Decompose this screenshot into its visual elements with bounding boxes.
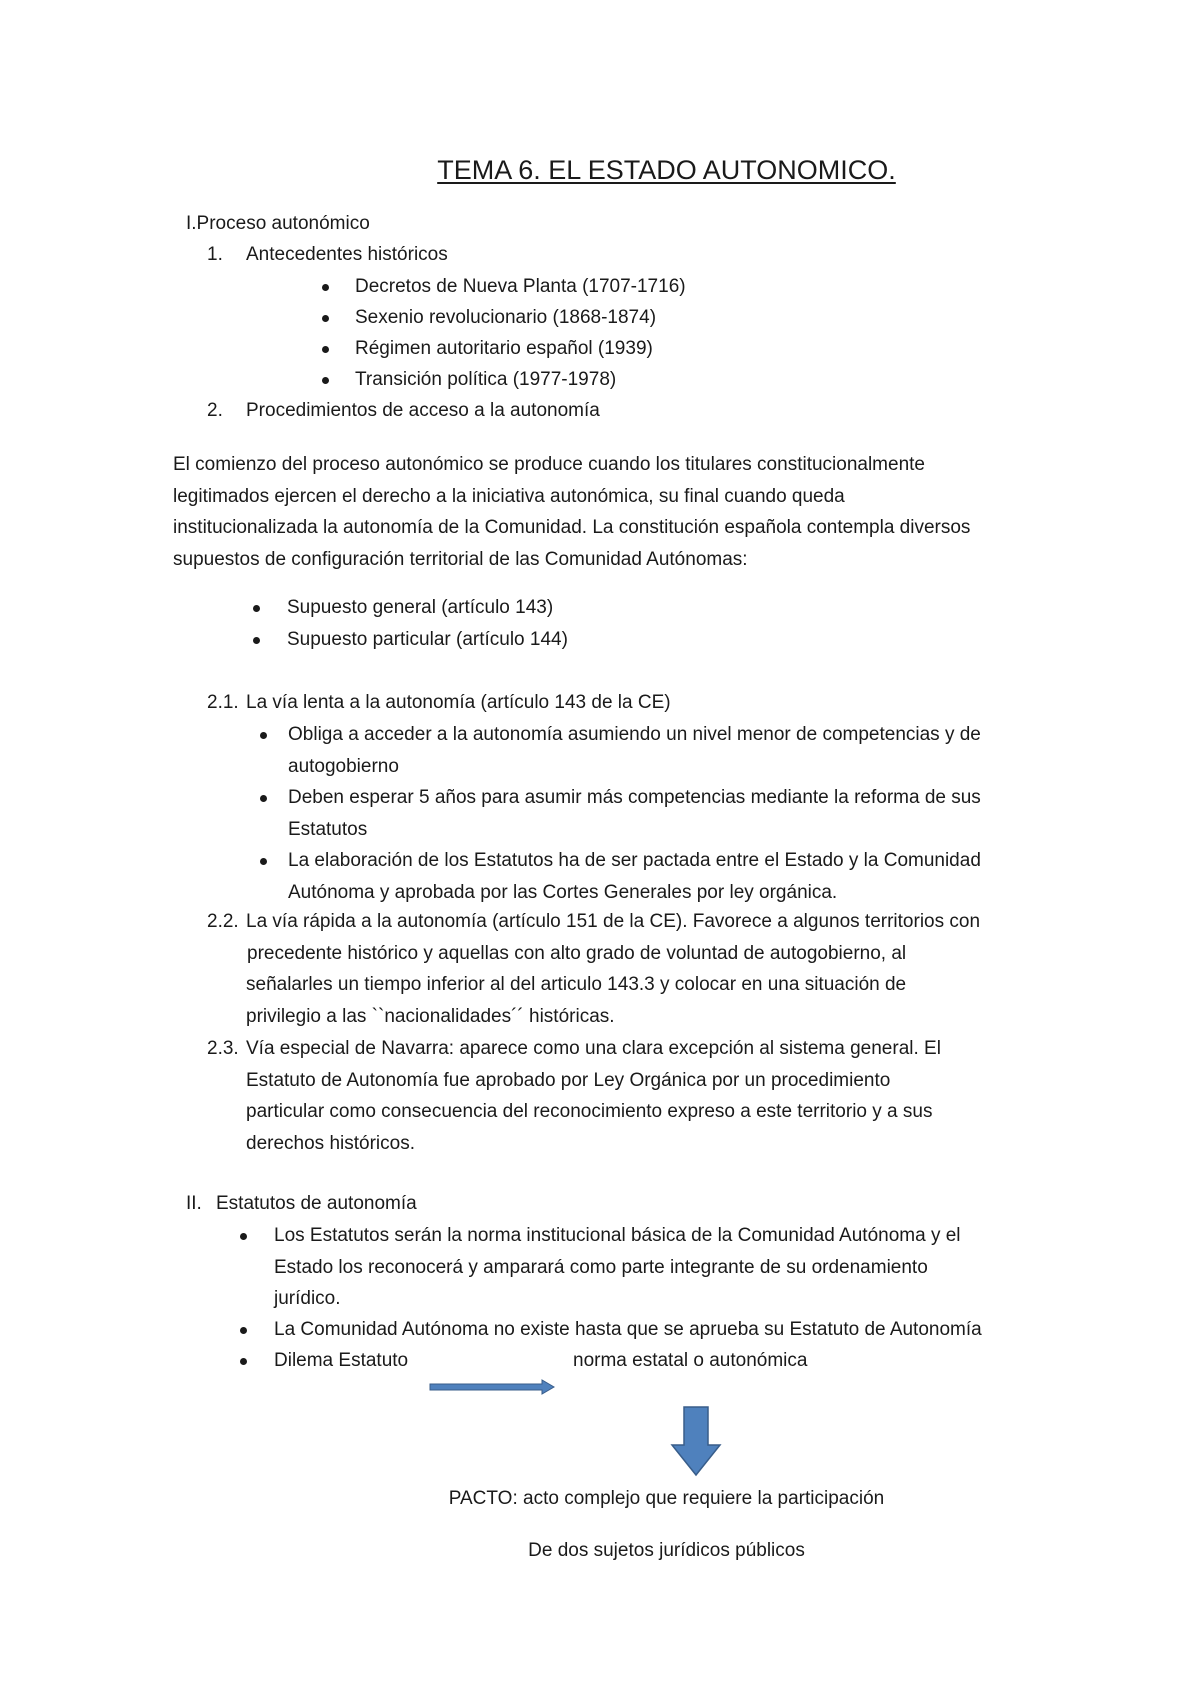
list-line: Deben esperar 5 años para asumir más competencias mediante la reforma de sus xyxy=(288,787,981,808)
text-line: particular como consecuencia del reconocimiento expreso a este territorio y a sus xyxy=(246,1101,933,1122)
subsection-2-3-text xyxy=(246,1033,941,1159)
bullet-icon xyxy=(260,732,267,739)
paragraph-line: supuestos de configuración territorial de las Comunidad Autónomas: xyxy=(173,548,748,570)
subsection-2-1-label: La vía lenta a la autonomía (artículo 143 de la CE) xyxy=(246,692,671,713)
list-item: Decretos de Nueva Planta (1707-1716) xyxy=(355,276,686,297)
list-item xyxy=(288,782,981,845)
list-line: Obliga a acceder a la autonomía asumiendo un nivel menor de competencias y de xyxy=(288,724,981,745)
bullet-icon xyxy=(253,605,260,612)
dilema-label: Dilema Estatuto xyxy=(274,1350,409,1371)
bullet-icon xyxy=(322,377,329,384)
text-line: Estatuto de Autonomía fue aprobado por Ley Orgánica por un procedimiento xyxy=(246,1069,891,1091)
subsection-2-1-number: 2.1. xyxy=(207,692,239,713)
list-line: Autónoma y aprobada por las Cortes Generales por ley orgánica. xyxy=(288,881,838,903)
bullet-icon xyxy=(260,795,267,802)
subsection-2-2-text xyxy=(246,906,980,1032)
list-line: Los Estatutos serán la norma institucional básica de la Comunidad Autónoma y el xyxy=(274,1225,961,1246)
section-2-heading: Estatutos de autonomía xyxy=(216,1193,417,1214)
bullet-icon xyxy=(322,284,329,291)
paragraph-line: legitimados ejercen el derecho a la iniciativa autonómica, su final cuando queda xyxy=(173,485,845,507)
intro-paragraph xyxy=(173,449,1073,575)
list-item: Supuesto particular (artículo 144) xyxy=(287,629,568,650)
paragraph-line: El comienzo del proceso autonómico se produce cuando los titulares constitucionalmente xyxy=(173,454,925,475)
item-2-number: 2. xyxy=(207,400,223,421)
list-item xyxy=(274,1220,961,1315)
item-1-label: Antecedentes históricos xyxy=(246,244,448,265)
list-line: Estado los reconocerá y amparará como parte integrante de su ordenamiento xyxy=(274,1256,928,1278)
paragraph-line: institucionalizada la autonomía de la Comunidad. La constitución española contempla diversos xyxy=(173,517,971,538)
right-arrow-icon xyxy=(428,1375,558,1399)
bullet-icon xyxy=(322,315,329,322)
list-item xyxy=(288,845,981,908)
bullet-icon xyxy=(240,1233,247,1240)
bullet-icon xyxy=(253,637,260,644)
text-line: privilegio a las ``nacionalidades´´ históricas. xyxy=(246,1005,615,1027)
down-arrow-icon xyxy=(669,1405,723,1477)
bullet-icon xyxy=(240,1358,247,1365)
text-line: precedente histórico y aquellas con alto grado de voluntad de autogobierno, al xyxy=(247,942,907,964)
pacto-line-1: PACTO: acto complejo que requiere la participación xyxy=(448,1488,885,1509)
bullet-icon xyxy=(260,858,267,865)
text-line: señalarles un tiempo inferior al del articulo 143.3 y colocar en una situación de xyxy=(246,974,907,995)
item-2-label: Procedimientos de acceso a la autonomía xyxy=(246,400,600,421)
section-1-heading: I.Proceso autonómico xyxy=(186,213,370,234)
list-item: Supuesto general (artículo 143) xyxy=(287,597,554,618)
list-item: Sexenio revolucionario (1868-1874) xyxy=(355,307,657,328)
subsection-2-3-number: 2.3. xyxy=(207,1038,239,1059)
list-line: autogobierno xyxy=(288,755,399,777)
text-line: Vía especial de Navarra: aparece como una clara excepción al sistema general. El xyxy=(246,1038,941,1059)
list-item: Transición política (1977-1978) xyxy=(355,369,617,390)
list-item xyxy=(288,719,981,782)
list-line: La elaboración de los Estatutos ha de ser pactada entre el Estado y la Comunidad xyxy=(288,850,981,871)
bullet-icon xyxy=(322,346,329,353)
section-2-number: II. xyxy=(186,1193,202,1214)
bullet-icon xyxy=(240,1327,247,1334)
list-line: jurídico. xyxy=(274,1288,341,1309)
list-line: Estatutos xyxy=(288,818,368,840)
page-title: TEMA 6. EL ESTADO AUTONOMICO. xyxy=(437,155,896,185)
list-item: La Comunidad Autónoma no existe hasta que se aprueba su Estatuto de Autonomía xyxy=(274,1319,982,1340)
list-item: Régimen autoritario español (1939) xyxy=(355,338,653,359)
subsection-2-2-number: 2.2. xyxy=(207,911,239,932)
item-1-number: 1. xyxy=(207,244,223,265)
dilema-option: norma estatal o autonómica xyxy=(573,1350,808,1371)
pacto-line-2: De dos sujetos jurídicos públicos xyxy=(528,1540,805,1561)
text-line: La vía rápida a la autonomía (artículo 151 de la CE). Favorece a algunos territorios con xyxy=(246,911,981,932)
text-line: derechos históricos. xyxy=(246,1132,415,1154)
